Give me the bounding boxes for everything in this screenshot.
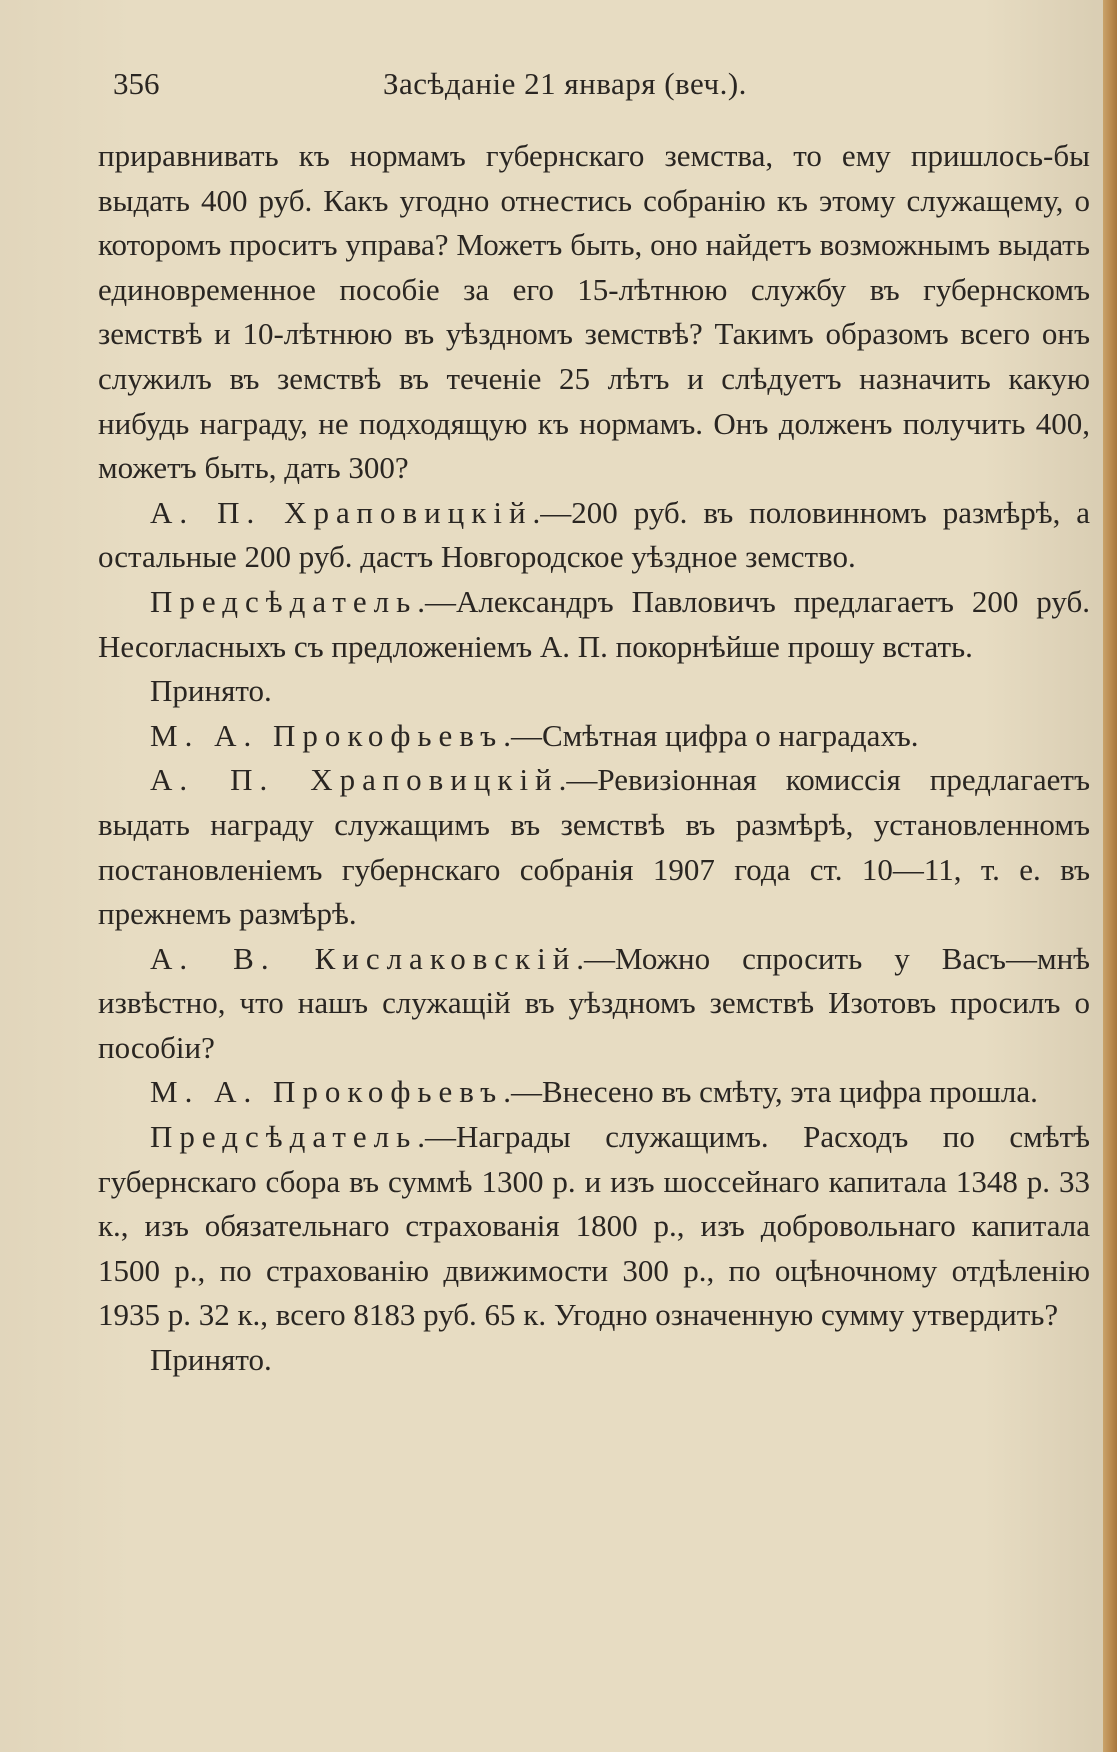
page-edge — [1103, 0, 1117, 1752]
paragraph — [98, 937, 1090, 1071]
paragraph-text: .—Внесено въ смѣту, эта цифра прошла. — [503, 1074, 1038, 1110]
paragraph-text: Принято. — [150, 673, 272, 709]
paragraph — [98, 134, 1090, 491]
speaker-name: А. П. Храповицкій — [150, 494, 533, 530]
paragraph-text: приравнивать къ нормамъ губернскаго земства, то ему пришлось-бы выдать 400 руб. Какъ угодно отнестись собранію къ этому служащему, о которомъ проситъ управа? Можетъ быть, оно найдетъ возможнымъ выдать единовременное пособіе за его 15-лѣтнюю службу въ губернскомъ земствѣ и 10-лѣтнюю въ уѣздномъ земствѣ? Такимъ образомъ всего онъ служилъ въ земствѣ въ теченіе 25 лѣтъ и слѣдуетъ назначить какую нибудь награду, не подходящую къ нормамъ. Онъ долженъ получить 400, можетъ быть, дать 300? — [98, 138, 1090, 486]
speaker-name: М. А. Прокофьевъ — [150, 1074, 504, 1110]
paragraph — [98, 1115, 1090, 1338]
paragraph — [98, 1338, 1090, 1383]
paragraph — [98, 669, 1090, 714]
paragraph — [98, 580, 1090, 669]
speaker-name: Предсѣдатель — [150, 1119, 418, 1155]
paragraph-text: .—Ревизіонная комиссія предлагаетъ выдать награду служащимъ въ земствѣ въ размѣрѣ, установленномъ постановленіемъ губернскаго собранія 1907 года ст. 10—11, т. е. въ прежнемъ размѣрѣ. — [98, 762, 1090, 932]
paragraph-text: .—Можно спросить у Васъ—мнѣ извѣстно, что нашъ служащій въ уѣздномъ земствѣ Изотовъ просилъ о пособіи? — [98, 940, 1090, 1065]
body-text — [98, 134, 1090, 1383]
paragraph — [98, 491, 1090, 580]
page-number: 356 — [113, 66, 160, 101]
page-header — [113, 62, 1013, 106]
paragraph-text: .—Награды служащимъ. Расходъ по смѣтѣ губернскаго сбора въ суммѣ 1300 р. и изъ шоссейнаго капитала 1348 р. 33 к., изъ обязательнаго страхованія 1800 р., изъ добровольнаго капитала 1500 р., по страхованію движимости 300 р., по оцѣночному отдѣленію 1935 р. 32 к., всего 8183 руб. 65 к. Угодно означенную сумму утвердить? — [98, 1119, 1090, 1333]
running-title: Засѣданіе 21 января (веч.). — [383, 66, 747, 101]
paragraph — [98, 1070, 1090, 1115]
paragraph-text: .—200 руб. въ половинномъ размѣрѣ, а остальные 200 руб. дастъ Новгородское уѣздное земство. — [98, 494, 1090, 575]
paragraph-text: Принято. — [150, 1342, 272, 1378]
paragraph-text: .—Александръ Павловичъ предлагаетъ 200 руб. Несогласныхъ съ предложеніемъ А. П. покорнѣйше прошу встать. — [98, 583, 1090, 664]
paragraph-text: .—Смѣтная цифра о наградахъ. — [503, 717, 919, 753]
speaker-name: М. А. Прокофьевъ — [150, 717, 504, 753]
speaker-name: Предсѣдатель — [150, 583, 418, 619]
paragraph — [98, 714, 1090, 759]
speaker-name: А. П. Храповицкій — [150, 762, 559, 798]
paragraph — [98, 758, 1090, 936]
speaker-name: А. В. Кислаковскій — [150, 940, 577, 976]
